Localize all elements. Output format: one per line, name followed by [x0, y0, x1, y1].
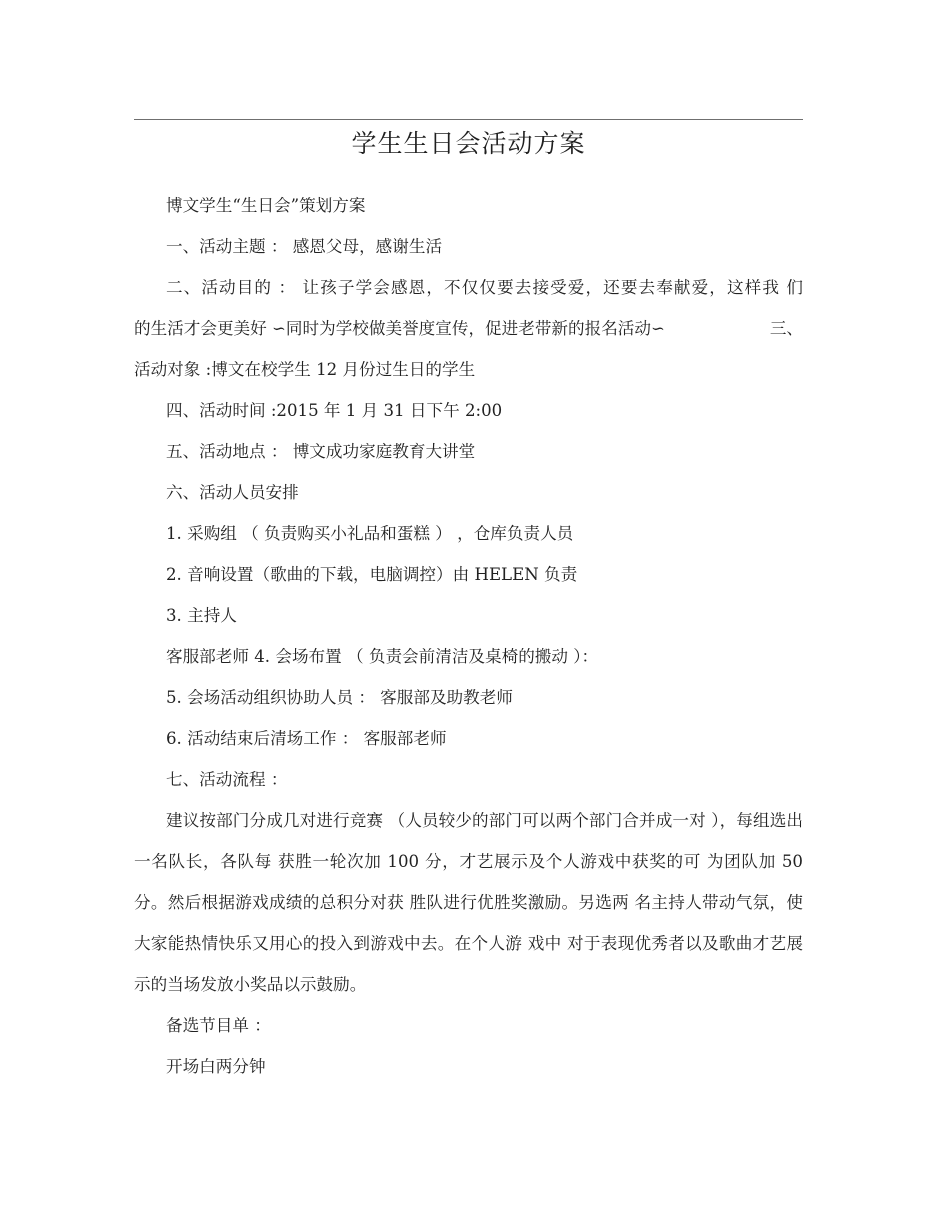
staff-item-2: 2. 音响设置（歌曲的下载，电脑调控）由 HELEN 负责: [166, 565, 578, 584]
staff-item-4: 客服部老师 4. 会场布置 （ 负责会前清洁及桌椅的搬动 ）：: [166, 647, 599, 666]
staff-item-5: 5. 会场活动组织协助人员 ： 客服部及助教老师: [166, 688, 513, 707]
header-rule: [134, 119, 803, 120]
staff-item-1: 1. 采购组 （ 负责购买小礼品和蛋糕 ） ，仓库负责人员: [166, 524, 574, 543]
program-list-heading: 备选节目单 ：: [166, 1016, 271, 1035]
time-line: 四、活动时间 :2015 年 1 月 31 日下午 2:00: [166, 401, 503, 420]
location-line: 五、活动地点 ： 博文成功家庭教育大讲堂: [166, 442, 476, 461]
staffing-line: 六、活动人员安排: [166, 483, 299, 502]
plan-title-line: 博文学生“生日会”策划方案: [166, 196, 366, 215]
process-paragraph: 建议按部门分成几对进行竞赛 （人员较少的部门可以两个部门合并成一对 ），每组选出一名队长，各队每 获胜一轮次加 100 分，才艺展示及个人游戏中获奖的可 为团队加 50 分。然后根据游戏成绩的总积分对获 胜队进行优胜奖激励。另选两 名主持人带动气氛，使大家能热情快乐又用心的投入到游戏中去。在个人游 戏中 对于表现优秀者以及歌曲才艺展示的当场发放小奖品以示鼓励。: [134, 811, 803, 994]
document-title: 学生生日会活动方案: [351, 129, 586, 158]
program-item-1: 开场白两分钟: [166, 1057, 266, 1076]
purpose-line-1-text: 二、活动目的 ： 让孩子学会感恩，不仅仅要去接受爱，还要去奉献爱，这样我 们: [166, 278, 803, 297]
purpose-line-2: [134, 308, 803, 349]
staff-item-6: 6. 活动结束后清场工作 ： 客服部老师: [166, 729, 447, 748]
purpose-line-2-right: 三、: [769, 319, 803, 338]
staff-item-3: 3. 主持人: [166, 606, 237, 625]
theme-line: 一、活动主题 ： 感恩父母，感谢生活: [166, 237, 443, 256]
process-heading: 七、活动流程 ：: [166, 770, 288, 789]
target-line: 活动对象 :博文在校学生 12 月份过生日的学生: [134, 360, 476, 379]
purpose-line-2-left: 的生活才会更美好 ∽同时为学校做美誉度宣传，促进老带新的报名活动∽: [134, 319, 665, 338]
purpose-line-1: [134, 267, 803, 308]
document-body: [134, 185, 803, 1087]
